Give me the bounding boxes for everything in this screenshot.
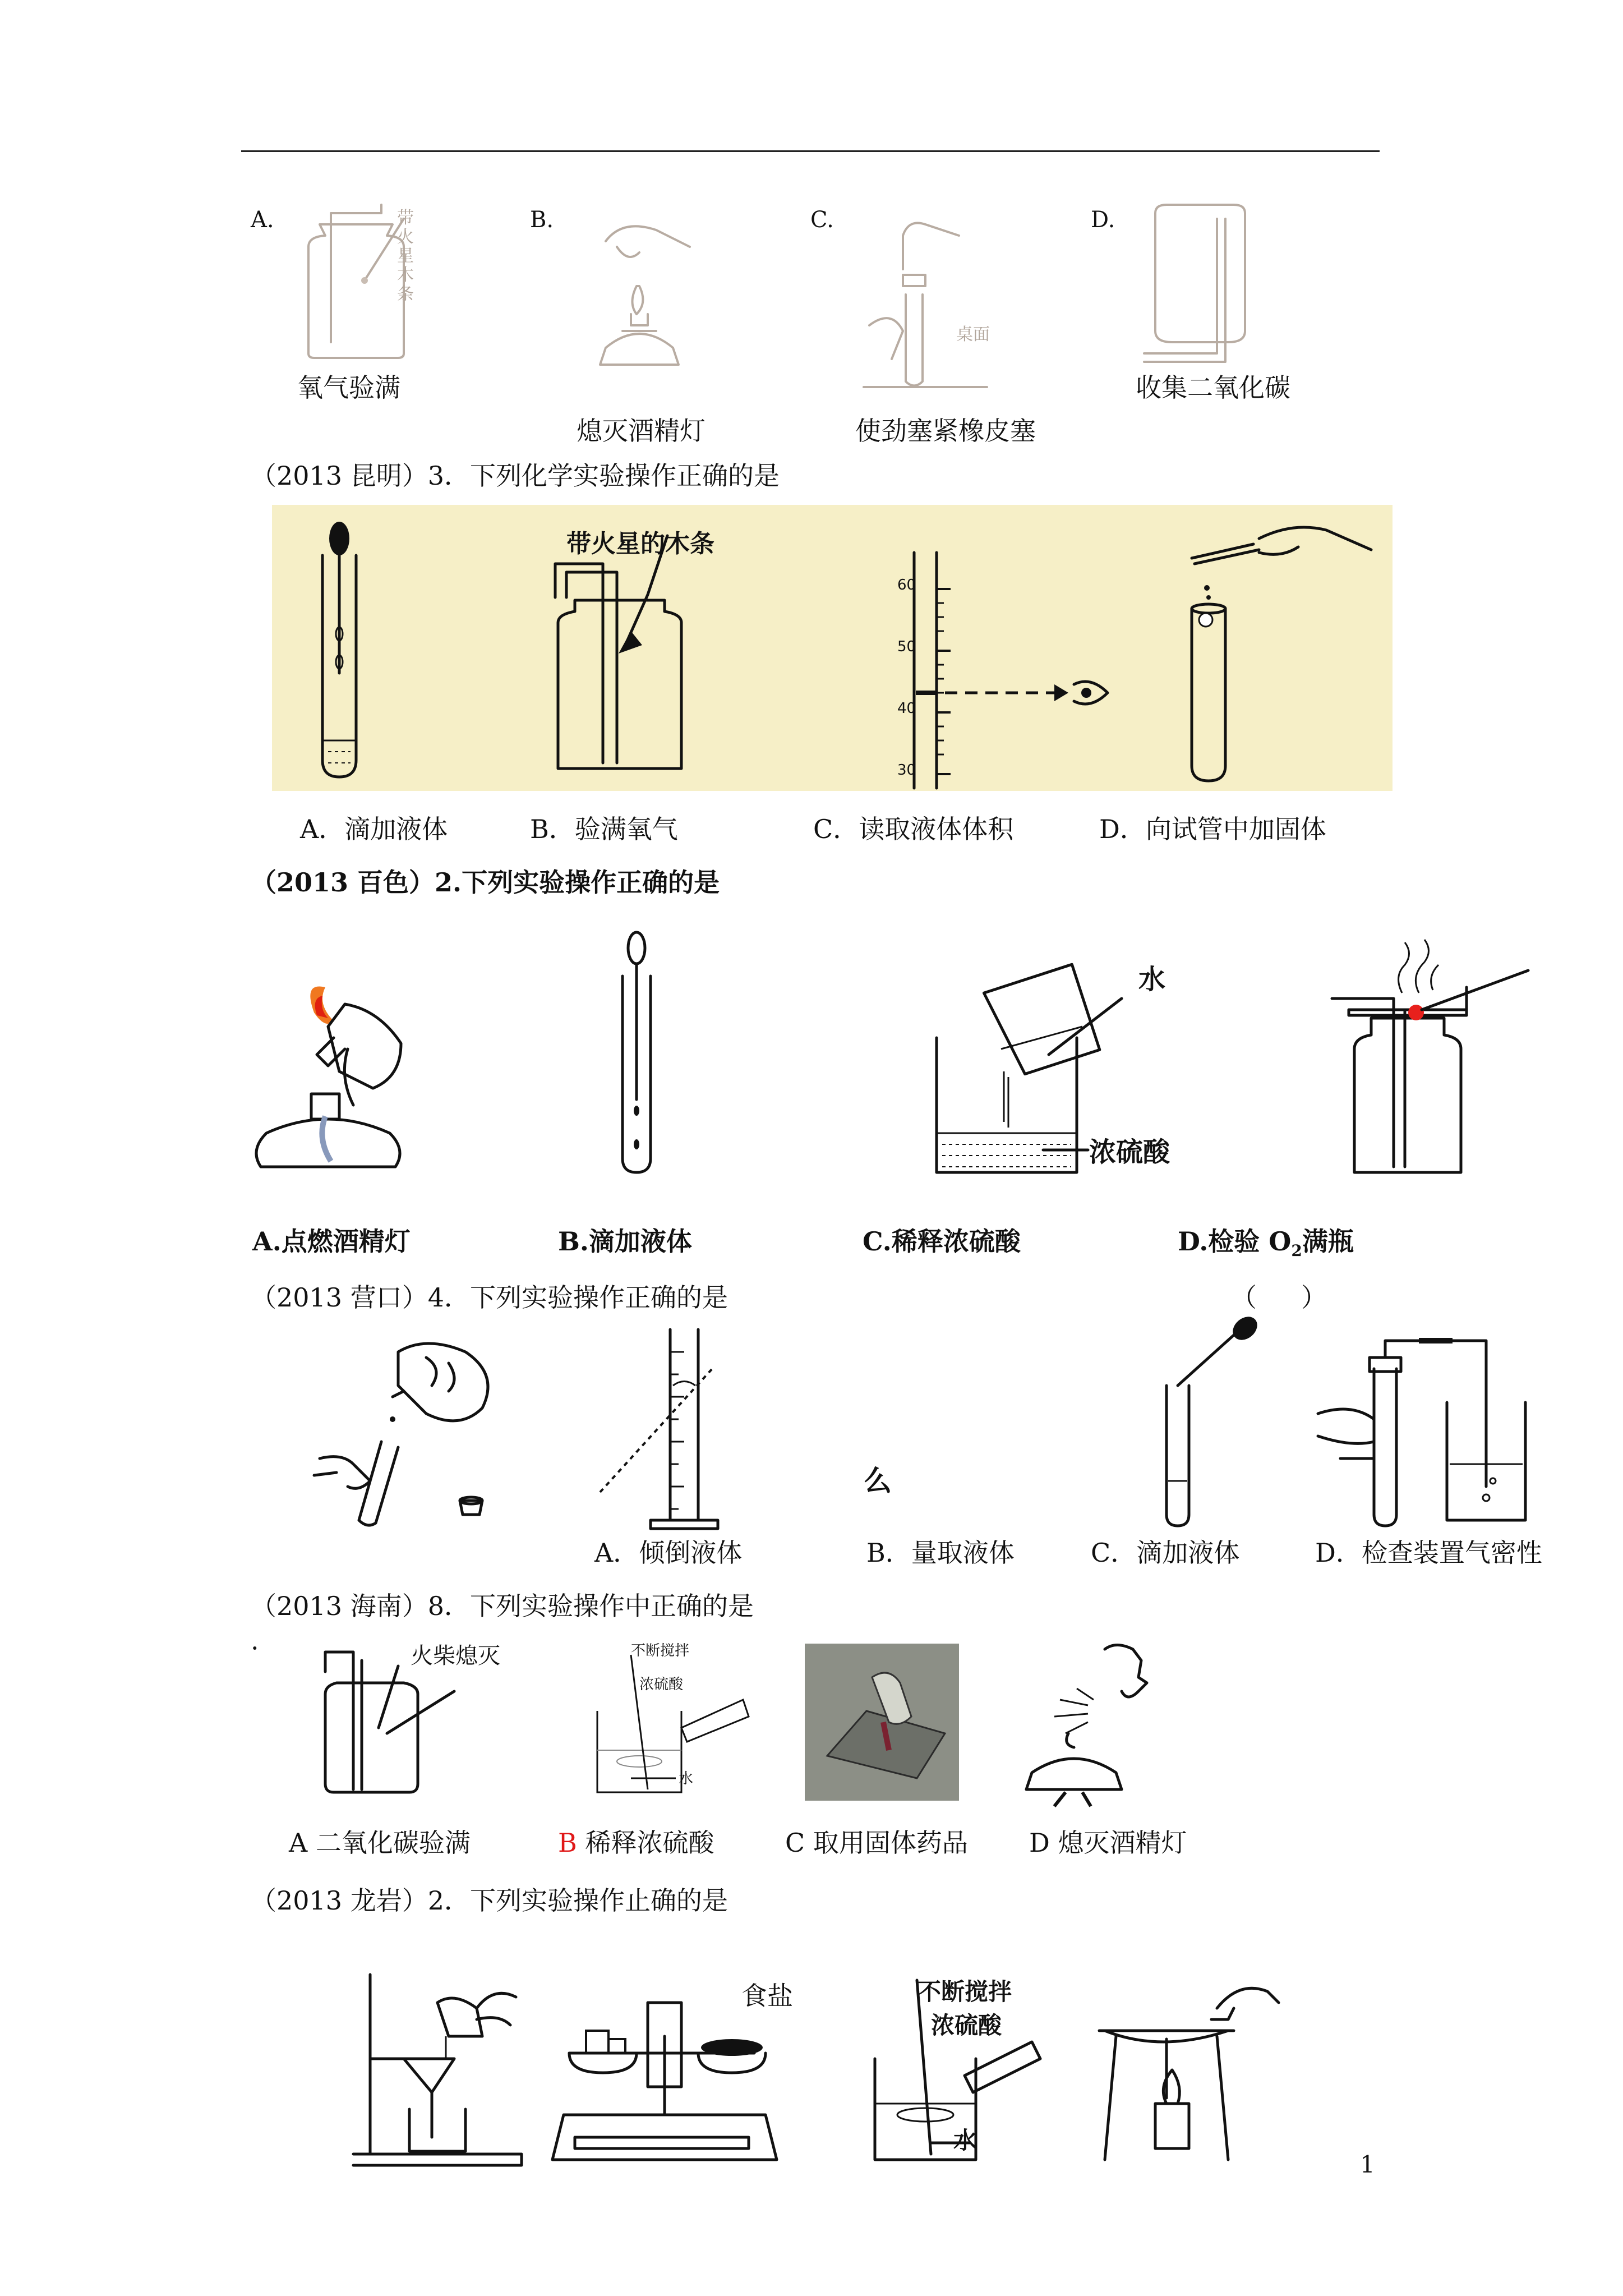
q2-option-b: B．验满氧气	[530, 814, 678, 844]
q1-label-splint: 带火星木条	[397, 208, 414, 304]
q6-label-water: 水	[953, 2127, 978, 2154]
q3-image-a-lamp-lighting	[250, 982, 418, 1172]
q5-image-b-dilute	[586, 1649, 754, 1801]
q6-header: （2013 龙岩）2．下列实验操作止确的是	[251, 1885, 728, 1916]
q4-option-c: C．滴加液体	[1091, 1538, 1240, 1568]
q2-tick-50: 50	[897, 638, 916, 655]
q1-image-b-lamp	[578, 213, 707, 381]
q4-header: （2013 营口）4．下列实验操作正确的是	[251, 1282, 728, 1313]
q5-image-d-blow	[1009, 1638, 1189, 1801]
q5-label-acid: 浓硫酸	[639, 1676, 684, 1693]
q5-image-a-jar	[303, 1649, 527, 1801]
q2-option-c: C．读取液体体积	[813, 814, 1014, 844]
q1-letter-c: C.	[810, 207, 834, 233]
q3-image-b-dropper	[614, 931, 659, 1178]
q4-image-b-cylinder	[583, 1318, 729, 1531]
q6-image-d-evaporate	[1094, 1969, 1284, 2165]
q1-letter-d: D.	[1091, 207, 1115, 233]
page-number: 1	[1360, 2151, 1375, 2178]
q6-image-a-filtration	[348, 1975, 527, 2165]
q1-label-table: 桌面	[956, 325, 990, 344]
q6-label-stir: 不断搅拌	[917, 1978, 1012, 2005]
q1-letter-a: A.	[251, 207, 274, 233]
q3-option-a: A.点燃酒精灯	[252, 1226, 411, 1257]
q5-label-stir: 不断搅拌	[631, 1642, 690, 1659]
q4-option-a: A．倾倒液体	[594, 1538, 743, 1568]
q4-image-a-pouring	[314, 1335, 516, 1526]
q6-label-salt: 食盐	[741, 1981, 793, 2011]
q2-tick-60: 60	[897, 577, 916, 593]
q4-option-d: D．检查装置气密性	[1315, 1538, 1542, 1568]
q4-stray-mark: 么	[864, 1465, 892, 1497]
q1-caption-d: 收集二氧化碳	[1136, 372, 1290, 403]
q4-paren-close: ）	[1301, 1282, 1327, 1313]
q2-tick-40: 40	[897, 700, 916, 717]
q5-image-c-photo	[805, 1644, 959, 1801]
q2-option-a: A．滴加液体	[300, 814, 448, 844]
q5-dot: ·	[251, 1633, 259, 1663]
q3-option-d: D.检验 $O_2$满瓶	[1178, 1226, 1354, 1260]
q3-image-d-jar	[1326, 954, 1562, 1178]
q2-header: （2013 昆明）3．下列化学实验操作正确的是	[251, 461, 780, 491]
q1-caption-b: 熄灭酒精灯	[577, 416, 706, 446]
q4-paren-open: （	[1231, 1282, 1257, 1313]
q5-header: （2013 海南）8．下列实验操作中正确的是	[251, 1591, 754, 1621]
q3-header: （2013 百色）2.下列实验操作正确的是	[251, 867, 720, 898]
q3-option-c: C.稀释浓硫酸	[863, 1226, 1021, 1257]
q4-image-d-airtight	[1318, 1329, 1537, 1531]
q6-label-acid: 浓硫酸	[931, 2012, 1002, 2039]
q5-option-d: D 熄灭酒精灯	[1029, 1828, 1187, 1858]
q2-option-d: D．向试管中加固体	[1099, 814, 1326, 844]
q5-label-water: 水	[679, 1770, 694, 1787]
q5-option-a: A 二氧化碳验满	[289, 1828, 471, 1858]
q1-image-d-co2	[1138, 202, 1262, 365]
q3-option-b: B.滴加液体	[558, 1226, 692, 1257]
q4-image-c-dropper	[1155, 1313, 1267, 1531]
q4-option-b: B．量取液体	[866, 1538, 1015, 1568]
q5-option-c: C 取用固体药品	[785, 1828, 968, 1858]
q1-caption-a: 氧气验满	[297, 372, 400, 403]
q1-caption-c: 使劲塞紧橡皮塞	[855, 416, 1036, 446]
q2-tick-30: 30	[897, 762, 916, 779]
q3-label-water: 水	[1138, 964, 1166, 995]
q2-figure-panel	[272, 505, 1393, 791]
header-rule	[241, 150, 1380, 152]
q2-label-splint: 带火星的木条	[566, 530, 714, 558]
q5-option-b: B 稀释浓硫酸	[558, 1828, 714, 1858]
q1-image-c-stopper	[858, 213, 993, 393]
q3-label-acid: 浓硫酸	[1089, 1137, 1170, 1168]
q5-label-match: 火柴熄灭	[411, 1643, 500, 1669]
q1-letter-b: B.	[530, 207, 554, 233]
